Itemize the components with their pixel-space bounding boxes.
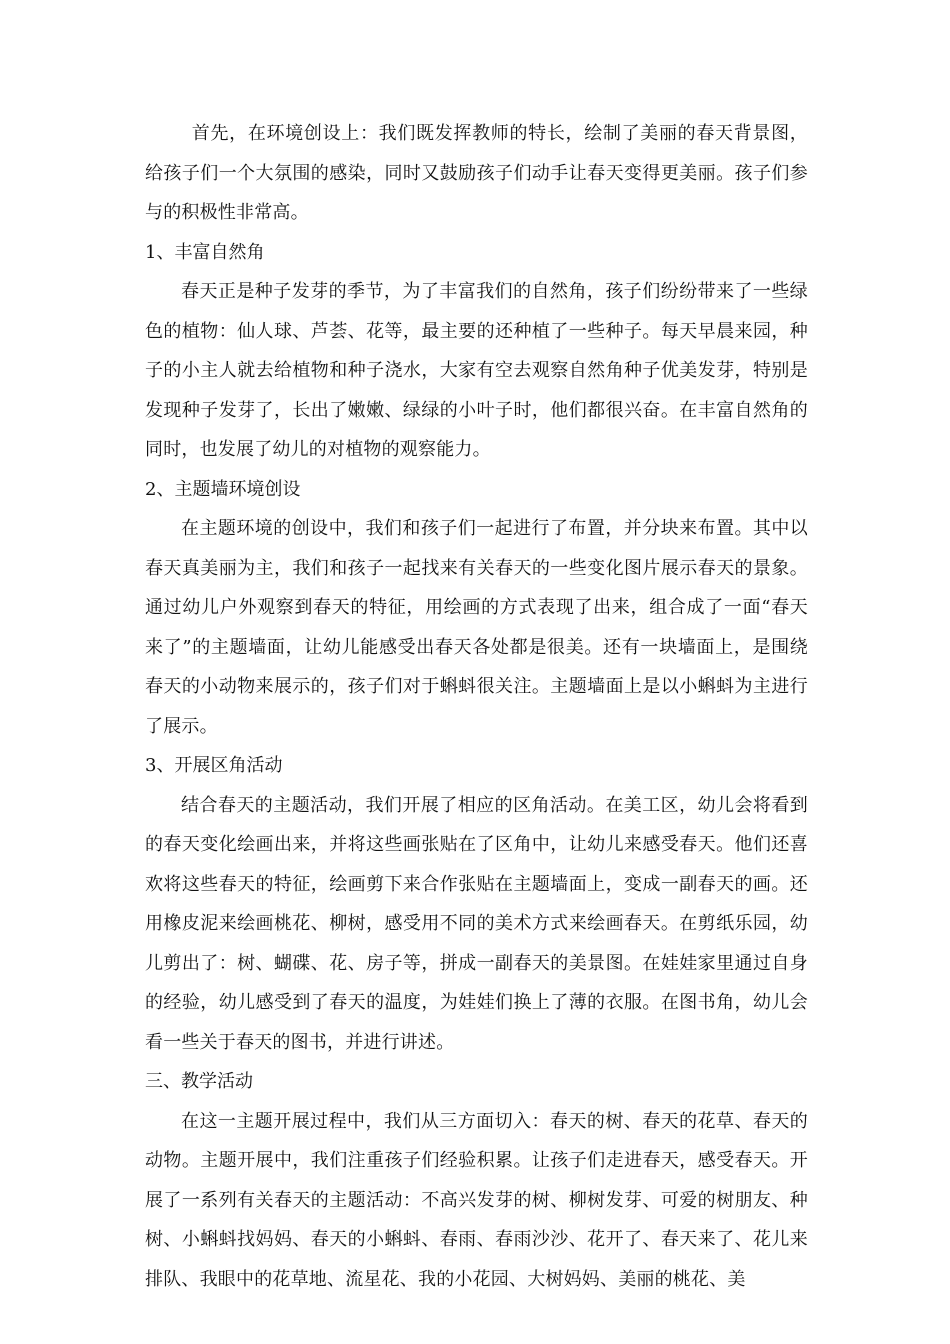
section-heading-natural-corner: 1、丰富自然角 xyxy=(145,241,265,263)
theme-wall-paragraph: 在主题环境的创设中，我们和孩子们一起进行了布置，并分块来布置。其中以春天真美丽为主，我们和孩子一起找来有关春天的一些变化图片展示春天的景象。通过幼儿户外观察到春天的特征，用绘画的方式表现了出来，组合成了一面“春天来了”的主题墙面，让幼儿能感受出春天各处都是很美。还有一块墙面上，是围绕春天的小动物来展示的，孩子们对于蝌蚪很关注。主题墙面上是以小蝌蚪为主进行了展示。 xyxy=(145,518,808,737)
area-activities-paragraph: 结合春天的主题活动，我们开展了相应的区角活动。在美工区，幼儿会将看到的春天变化绘画出来，并将这些画张贴在了区角中，让幼儿来感受春天。他们还喜欢将这些春天的特征，绘画剪下来合作张贴在主题墙面上，变成一副春天的画。还用橡皮泥来绘画桃花、柳树，感受用不同的美术方式来绘画春天。在剪纸乐园，幼儿剪出了：树、蝴碟、花、房子等，拼成一副春天的美景图。在娃娃家里通过自身的经验，幼儿感受到了春天的温度，为娃娃们换上了薄的衣服。在图书角，幼儿会看一些关于春天的图书，并进行讲述。 xyxy=(145,794,808,1053)
intro-paragraph: 首先，在环境创设上：我们既发挥教师的特长，绘制了美丽的春天背景图，给孩子们一个大氛围的感染，同时又鼓励孩子们动手让春天变得更美丽。孩子们参与的积极性非常高。 xyxy=(145,123,808,223)
section-heading-teaching-activities: 三、教学活动 xyxy=(145,1071,253,1092)
document-page xyxy=(145,114,808,1299)
section-heading-theme-wall: 2、主题墙环境创设 xyxy=(145,478,301,500)
section-heading-area-activities: 3、开展区角活动 xyxy=(145,755,283,776)
natural-corner-paragraph: 春天正是种子发芽的季节，为了丰富我们的自然角，孩子们纷纷带来了一些绿色的植物：仙人球、芦荟、花等，最主要的还种植了一些种子。每天早晨来园，种子的小主人就去给植物和种子浇水，大家有空去观察自然角种子优美发芽，特别是发现种子发芽了，长出了嫩嫩、绿绿的小叶子时，他们都很兴奋。在丰富自然角的同时，也发展了幼儿的对植物的观察能力。 xyxy=(145,281,808,460)
teaching-activities-paragraph: 在这一主题开展过程中，我们从三方面切入：春天的树、春天的花草、春天的动物。主题开展中，我们注重孩子们经验积累。让孩子们走进春天，感受春天。开展了一系列有关春天的主题活动：不高兴发芽的树、柳树发芽、可爱的树朋友、种树、小蝌蚪找妈妈、春天的小蝌蚪、春雨、春雨沙沙、花开了、春天来了、花儿来排队、我眼中的花草地、流星花、我的小花园、大树妈妈、美丽的桃花、美 xyxy=(145,1110,808,1290)
